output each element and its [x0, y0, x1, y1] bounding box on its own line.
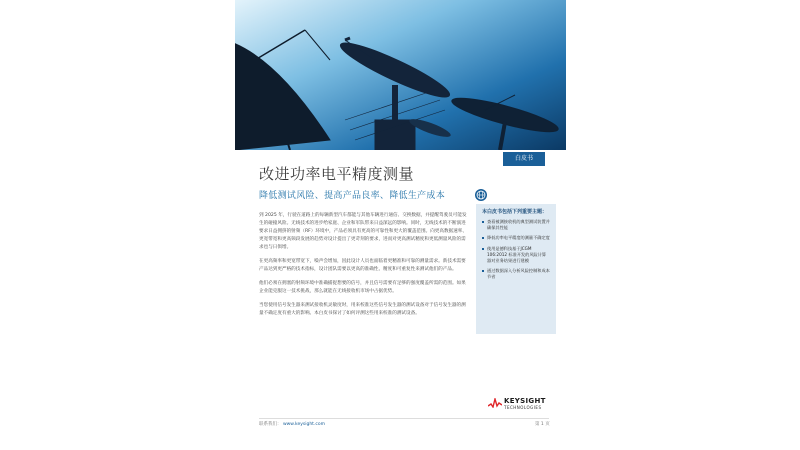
hero-image-satellite-dishes [235, 0, 566, 150]
topics-list [482, 219, 550, 281]
footer-url-link[interactable]: www.keysight.com [282, 422, 325, 427]
document-page [235, 0, 566, 450]
page-number: 第 1 页 [535, 422, 550, 427]
footer-contact [259, 421, 325, 427]
logo-name: KEYSIGHT [504, 397, 546, 405]
keysight-wave-icon [488, 398, 502, 408]
list-item: 通过数据深入分析风险控制和成本节省 [482, 268, 550, 280]
footer-divider [259, 418, 549, 419]
whitepaper-badge: 白皮书 [503, 152, 545, 166]
paragraph: 在更高频率和更宽带宽下，噪声会增加，因此设计人员也面临着更精准和可靠的测量需求。新技术需要产品达到更严格的技术指标，设计团队需要以更高的准确性、精度和可重复性来测试他们的产品。 [259, 259, 466, 272]
globe-icon [475, 189, 487, 201]
body-text [259, 212, 469, 324]
key-topics-sidebar [476, 204, 556, 334]
list-item: 使用是德科技基于JCGM 106:2012 标准开发的风险计算器对业务结果进行建模 [482, 246, 550, 265]
page-subtitle: 降低测试风险、提高产品良率、降低生产成本 [259, 191, 446, 201]
list-item: 查看被测接收机的典型测试装置并确保其性能 [482, 219, 550, 231]
logo-subtitle: TECHNOLOGIES [504, 405, 542, 410]
paragraph: 当您使用信号发生器来测试接收机灵敏度时，用来校准这些信号发生器的测试设备对于信号发生器的测量不确定度有重大的影响。本白皮书探讨了如何评测这些用来校准的测试设备。 [259, 303, 466, 316]
page-title: 改进功率电平精度测量 [259, 165, 415, 183]
keysight-logo [488, 397, 548, 413]
footer-label: 联系我们： [259, 422, 282, 427]
sidebar-heading: 本白皮书包括下列重要主题： [482, 209, 548, 215]
paragraph: 到 2025 年，行驶在道路上的每辆新型汽车都能与其他车辆进行通信、交换数据，并提醒驾驶员可能发生的碰撞风险。无线技术的进步给家庭、企业和军队带来日益深远的影响。同时，无线技术的不断演进要求日益拥挤的射频（RF）环境中，产品必须具有更高的可靠性和更大的覆盖范围。向更高数据速率、更宽带宽和更高频段发展的趋势对设计提出了更苛刻的要求，进而对更高测试精度和更低测量风险的需求也与日俱增。 [259, 213, 467, 250]
paragraph: 他们必须在拥塞的射频环境中准确捕捉想要的信号，并且信号需要有足够的强度覆盖所需的范围。如果企业能克服这一技术挑战，那么就能在无线接收机市场中占据优势。 [259, 281, 466, 294]
list-item: 降低功率电平精度的测量不确定度 [482, 235, 550, 241]
